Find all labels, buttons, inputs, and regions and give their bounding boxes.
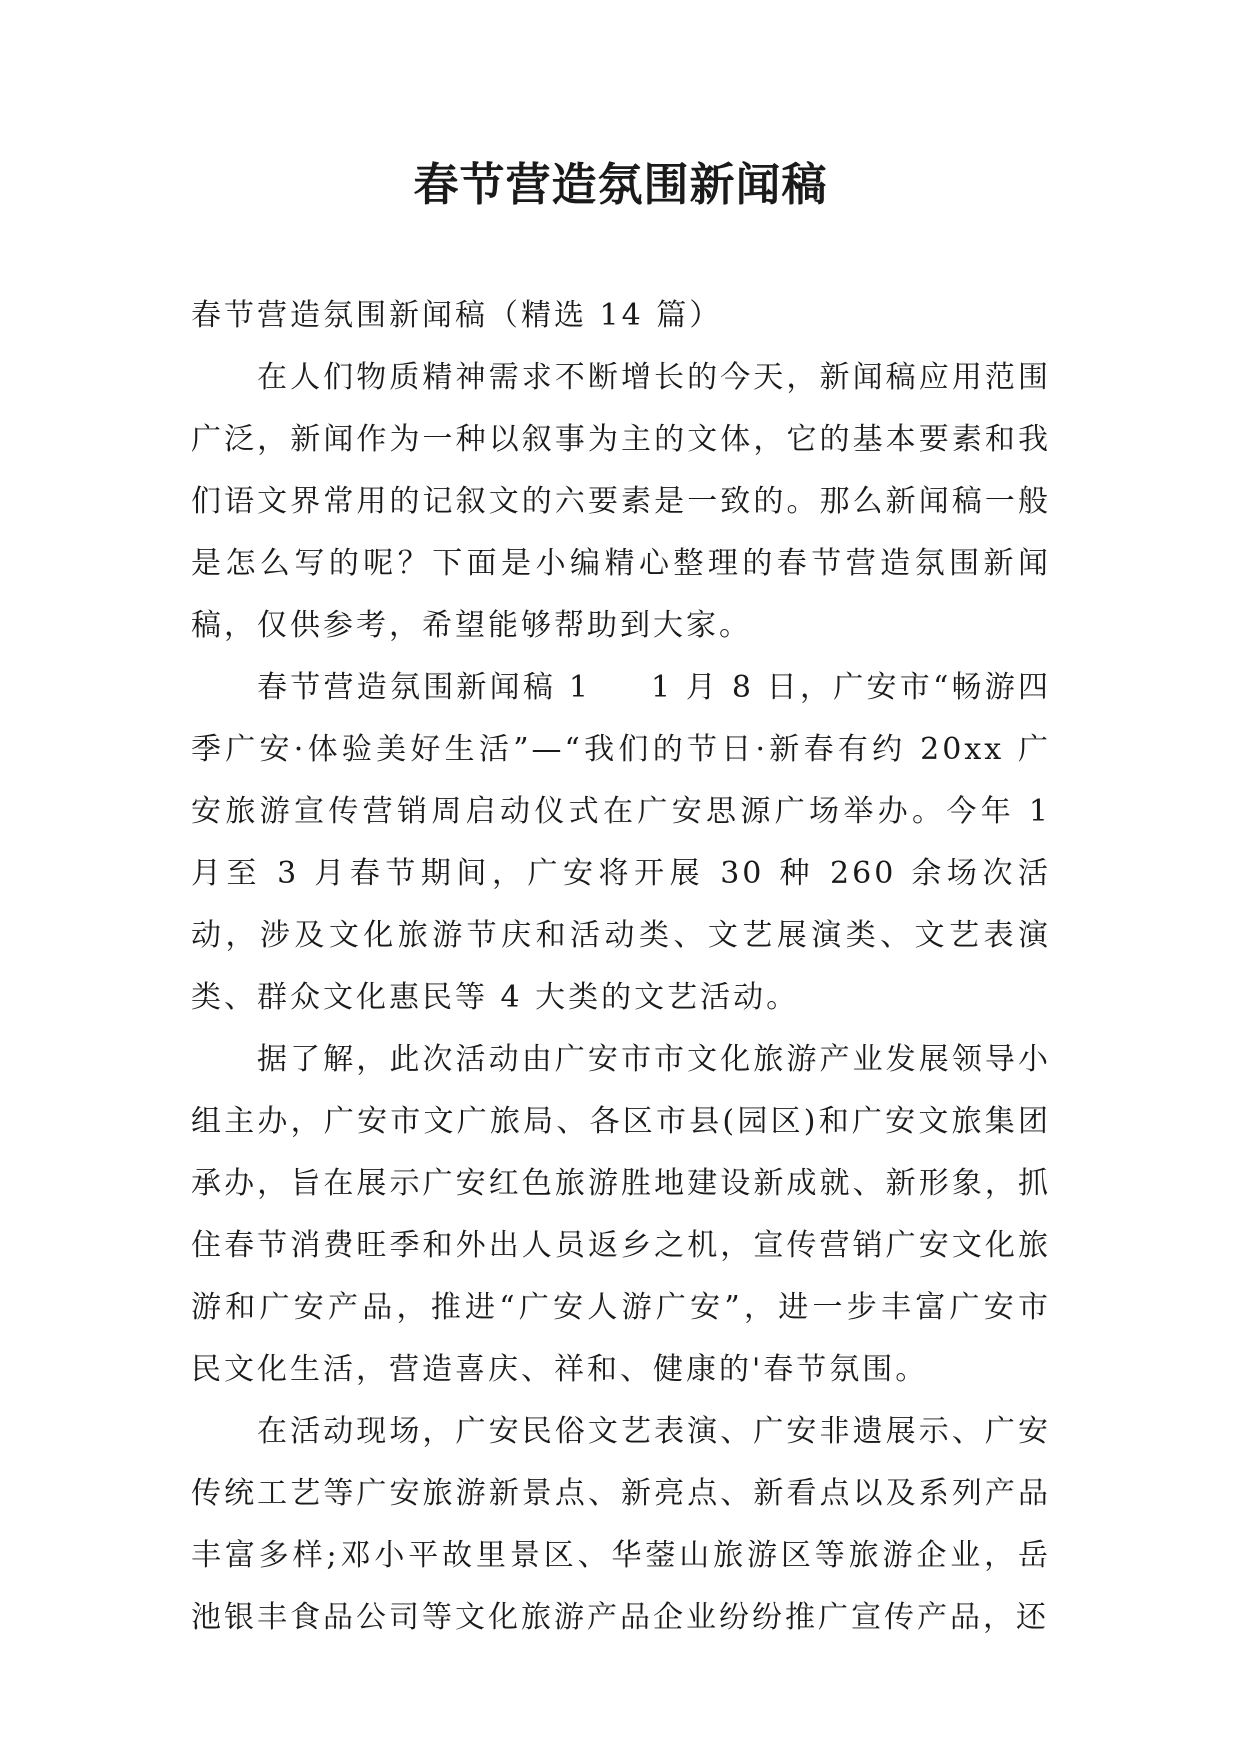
article-1-first-paragraph — [191, 657, 1051, 1029]
article-1-paragraph-3: 在活动现场，广安民俗文艺表演、广安非遗展示、广安传统工艺等广安旅游新景点、新亮点、新看点以及系列产品丰富多样;邓小平故里景区、华蓥山旅游区等旅游企业，岳池银丰食品公司等文化旅游产品企业纷纷推广宣传产品，还 — [191, 1414, 1051, 1635]
article-1-heading: 春节营造氛围新闻稿 1 — [257, 670, 592, 705]
document-title: 春节营造氛围新闻稿 — [413, 158, 828, 211]
document-subtitle: 春节营造氛围新闻稿（精选 14 篇） — [191, 298, 723, 333]
article-1-lead-text: 1 月 8 日，广安市“畅游四季广安·体验美好生活”—“我们的节日·新春有约 20xx 广安旅游宣传营销周启动仪式在广安思源广场举办。今年 1 月至 3 月春节期间，广安将开展 30 种 260 余场次活动，涉及文化旅游节庆和活动类、文艺展演类、文艺表演类、群众文化惠民等 4 大类的文艺活动。 — [191, 670, 1051, 1015]
article-1-paragraph-2: 据了解，此次活动由广安市市文化旅游产业发展领导小组主办，广安市文广旅局、各区市县(园区)和广安文旅集团承办，旨在展示广安红色旅游胜地建设新成就、新形象，抓住春节消费旺季和外出人员返乡之机，宣传营销广安文化旅游和广安产品，推进“广安人游广安”，进一步丰富广安市民文化生活，营造喜庆、祥和、健康的'春节氛围。 — [191, 1042, 1051, 1387]
document-body — [191, 285, 1051, 1649]
intro-paragraph: 在人们物质精神需求不断增长的今天，新闻稿应用范围广泛，新闻作为一种以叙事为主的文体，它的基本要素和我们语文界常用的记叙文的六要素是一致的。那么新闻稿一般是怎么写的呢？下面是小编精心整理的春节营造氛围新闻稿，仅供参考，希望能够帮助到大家。 — [191, 360, 1051, 643]
